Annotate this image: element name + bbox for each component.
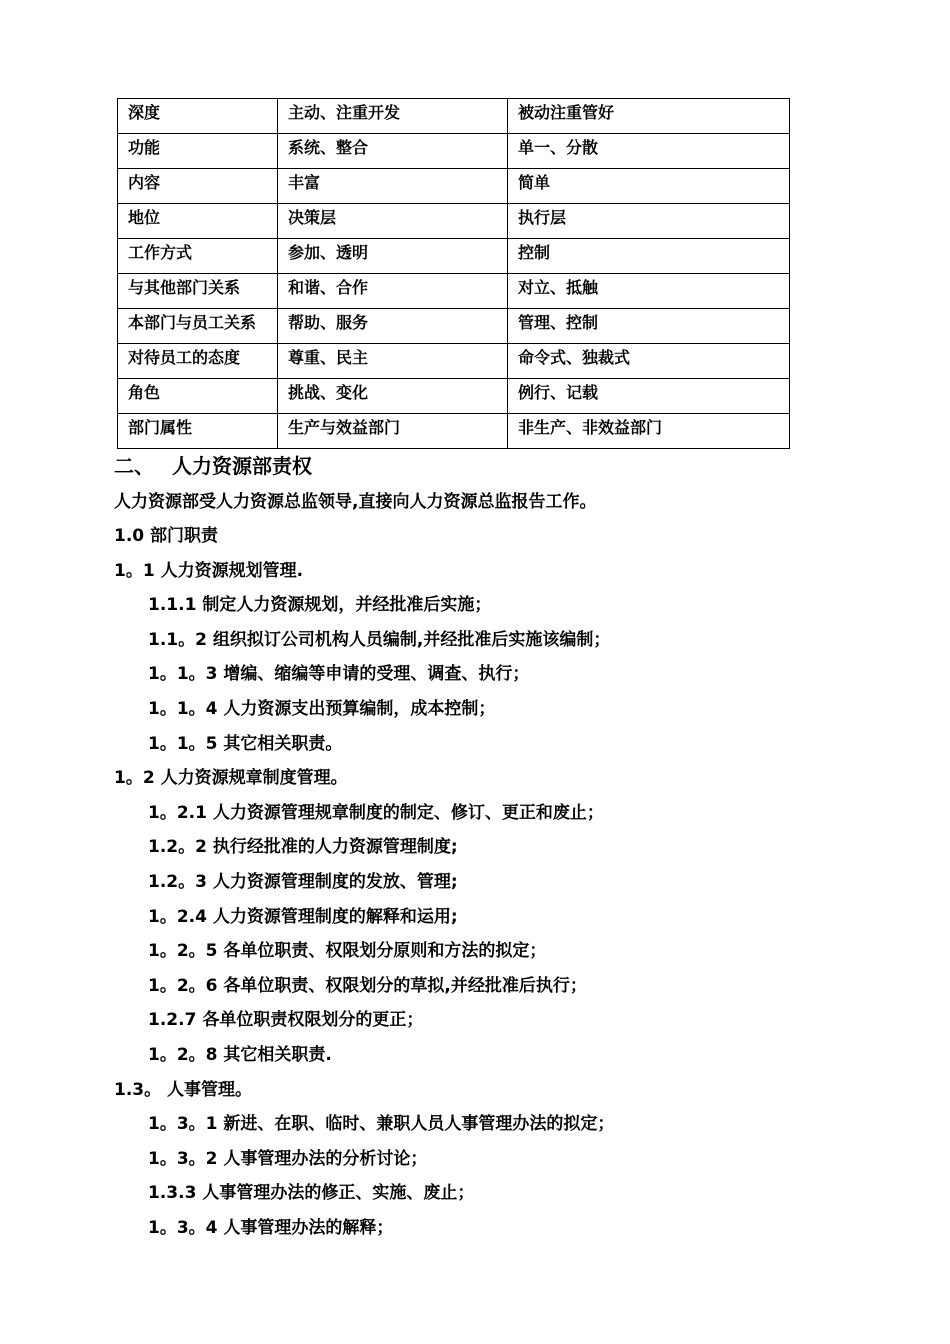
table-cell-modern: 挑战、变化 <box>278 379 508 414</box>
table-row <box>118 344 790 379</box>
duty-item: 1。2。5 各单位职责、权限划分原则和方法的拟定； <box>148 941 547 962</box>
duty-item: 1。3。4 人事管理办法的解释； <box>148 1218 394 1238</box>
duty-item: 1。2。8 其它相关职责. <box>148 1045 332 1065</box>
table-cell-aspect: 本部门与员工关系 <box>118 309 278 344</box>
duty-item: 1.2。3 人力资源管理制度的发放、管理; <box>148 872 458 892</box>
table-cell-traditional: 非生产、非效益部门 <box>508 414 790 449</box>
table-cell-aspect: 工作方式 <box>118 239 278 274</box>
table-cell-modern: 决策层 <box>278 204 508 239</box>
table-cell-aspect: 对待员工的态度 <box>118 344 278 379</box>
table-row <box>118 204 790 239</box>
table-row <box>118 134 790 169</box>
section-item: 1。1 人力资源规划管理. <box>114 560 304 581</box>
table-cell-modern: 生产与效益部门 <box>278 414 508 449</box>
table-cell-traditional: 命令式、独裁式 <box>508 344 790 379</box>
section-title: 人力资源部责权 <box>172 454 312 478</box>
table-cell-modern: 帮助、服务 <box>278 309 508 344</box>
duty-item: 1.1.1 制定人力资源规划，并经批准后实施； <box>148 595 492 616</box>
table-cell-modern: 参加、透明 <box>278 239 508 274</box>
table-row <box>118 309 790 344</box>
table-cell-modern: 和谐、合作 <box>278 274 508 309</box>
duty-item: 1.2。2 执行经批准的人力资源管理制度; <box>148 837 458 858</box>
section-item: 1.0 部门职责 <box>114 526 219 546</box>
duty-item: 1。1。5 其它相关职责。 <box>148 733 343 754</box>
section-item: 1.3。 人事管理。 <box>114 1079 253 1100</box>
table-row <box>118 414 790 449</box>
table-cell-modern: 尊重、民主 <box>278 344 508 379</box>
table-row <box>118 379 790 414</box>
table-cell-traditional: 例行、记载 <box>508 379 790 414</box>
table-cell-traditional: 控制 <box>508 239 790 274</box>
table-row <box>118 99 790 134</box>
duty-item: 1。3。2 人事管理办法的分析讨论； <box>148 1148 428 1169</box>
section-item: 1。2 人力资源规章制度管理。 <box>114 768 348 789</box>
duty-item: 1。2.1 人力资源管理规章制度的制定、修订、更正和废止； <box>148 802 604 823</box>
duty-item: 1。3。1 新进、在职、临时、兼职人员人事管理办法的拟定； <box>148 1114 615 1135</box>
table-cell-traditional: 对立、抵触 <box>508 274 790 309</box>
table-cell-modern: 丰富 <box>278 169 508 204</box>
table-row <box>118 274 790 309</box>
table-cell-traditional: 简单 <box>508 169 790 204</box>
duty-item: 1。2。6 各单位职责、权限划分的草拟,并经批准后执行； <box>148 975 587 996</box>
table-cell-aspect: 角色 <box>118 379 278 414</box>
table-row <box>118 169 790 204</box>
section-number: 二、 <box>114 454 154 478</box>
section-heading <box>114 454 312 478</box>
table-cell-aspect: 内容 <box>118 169 278 204</box>
table-cell-traditional: 执行层 <box>508 204 790 239</box>
duty-item: 1。1。3 增编、缩编等申请的受理、调查、执行； <box>148 664 530 685</box>
table-cell-traditional: 管理、控制 <box>508 309 790 344</box>
comparison-table <box>117 98 790 449</box>
table-cell-modern: 系统、整合 <box>278 134 508 169</box>
table-cell-traditional: 单一、分散 <box>508 134 790 169</box>
duty-item: 1.2.7 各单位职责权限划分的更正； <box>148 1010 424 1031</box>
table-cell-aspect: 功能 <box>118 134 278 169</box>
table-cell-aspect: 深度 <box>118 99 278 134</box>
table-cell-aspect: 与其他部门关系 <box>118 274 278 309</box>
table-cell-aspect: 部门属性 <box>118 414 278 449</box>
table-row <box>118 239 790 274</box>
section-intro: 人力资源部受人力资源总监领导,直接向人力资源总监报告工作。 <box>114 492 597 512</box>
table-cell-modern: 主动、注重开发 <box>278 99 508 134</box>
table-cell-aspect: 地位 <box>118 204 278 239</box>
duty-item: 1.3.3 人事管理办法的修正、实施、废止； <box>148 1183 475 1204</box>
duty-item: 1.1。2 组织拟订公司机构人员编制,并经批准后实施该编制； <box>148 629 611 650</box>
duty-item: 1。2.4 人力资源管理制度的解释和运用; <box>148 906 458 927</box>
duty-item: 1。1。4 人力资源支出预算编制，成本控制； <box>148 699 496 719</box>
table-cell-traditional: 被动注重管好 <box>508 99 790 134</box>
